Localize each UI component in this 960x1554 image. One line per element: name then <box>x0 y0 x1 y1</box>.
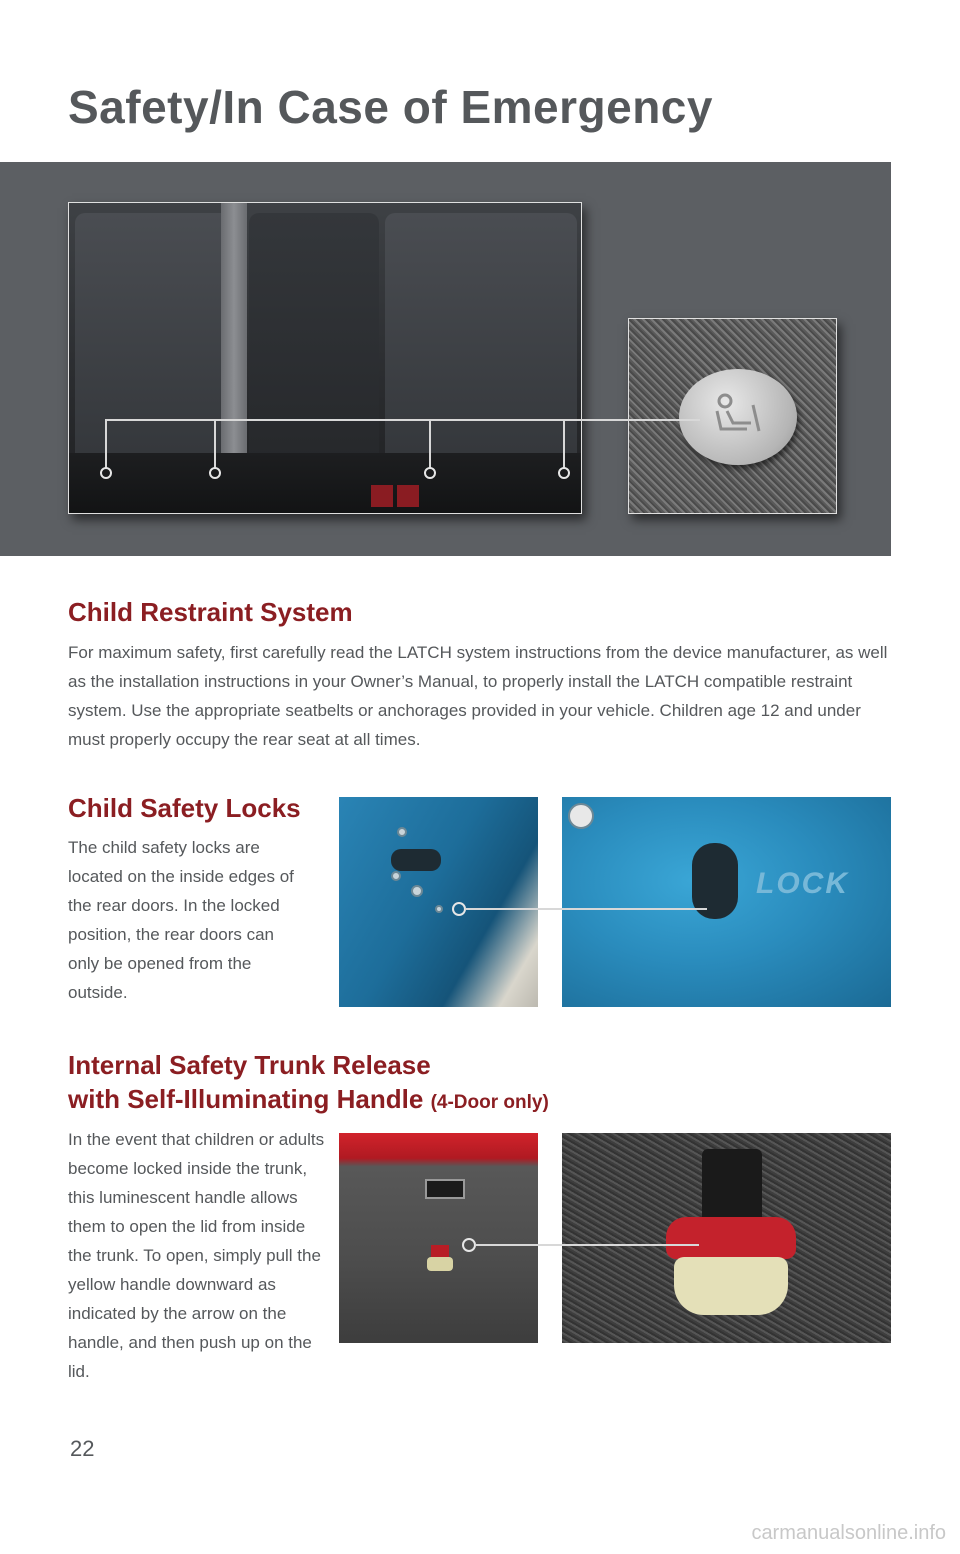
trunk-handle-closeup-photo <box>562 1133 891 1343</box>
door-hole <box>568 803 594 829</box>
trunk-release-heading-note: (4-Door only) <box>430 1092 549 1113</box>
child-lock-slot <box>692 843 738 919</box>
child-restraint-body: For maximum safety, first carefully read the LATCH system instructions from the device manufacturer, as well as the installation instructions in your Owner’s Manual, to properly install the LATCH compatible restraint system. Use the appropriate seatbelts or anchorages provided in your vehicle. Children age 12 and under must properly occupy the rear seat at all times. <box>68 643 888 749</box>
rear-door-edge-photo <box>339 797 538 1007</box>
page-number: 22 <box>70 1436 95 1461</box>
rear-seat-photo <box>68 202 582 514</box>
child-locks-heading: Child Safety Locks <box>68 793 301 823</box>
handle-mount <box>702 1149 762 1219</box>
seat-back-right <box>385 213 577 463</box>
child-lock-closeup-photo <box>562 797 891 1007</box>
seat-back-left <box>75 213 243 463</box>
child-seat-icon <box>707 391 767 439</box>
anchor-closeup-photo <box>628 318 837 514</box>
trunk-release-heading-main: with Self-Illuminating Handle <box>68 1084 424 1114</box>
handle-yellow-pull <box>674 1257 788 1315</box>
child-restraint-heading: Child Restraint System <box>68 597 353 627</box>
latch-image-panel <box>0 162 891 556</box>
trunk-release-heading-line1: Internal Safety Trunk Release <box>68 1050 431 1080</box>
seat-belt <box>221 203 247 493</box>
trunk-release-heading-line2 <box>68 1084 549 1115</box>
lock-label: LOCK <box>756 867 849 900</box>
door-hole <box>411 885 423 897</box>
page-title: Safety/In Case of Emergency <box>68 81 713 133</box>
child-locks-body: The child safety locks are located on the inside edges of the rear doors. In the locked position, the rear doors can only be opened from the outside. <box>68 838 294 1002</box>
watermark: carmanualsonline.info <box>751 1522 946 1544</box>
trunk-handle-small-yellow <box>427 1257 453 1271</box>
door-hole <box>391 871 401 881</box>
door-latch-slot <box>391 849 441 871</box>
trunk-handle-small <box>431 1245 449 1257</box>
seat-back-center <box>249 213 379 463</box>
seat-cushion <box>69 453 582 514</box>
trunk-interior-photo <box>339 1133 538 1343</box>
trunk-release-body: In the event that children or adults become locked inside the trunk, this luminescent handle allows them to open the lid from inside the trunk. To open, simply pull the yellow handle downward as indicated by the arrow on the handle, and then push up on the lid. <box>68 1130 325 1381</box>
child-lock-switch <box>435 905 443 913</box>
anchor-cover-button <box>679 369 797 465</box>
latch-tab <box>371 485 393 507</box>
trunk-latch <box>425 1179 465 1199</box>
door-hole <box>397 827 407 837</box>
handle-red-body <box>666 1217 796 1259</box>
latch-tab <box>397 485 419 507</box>
